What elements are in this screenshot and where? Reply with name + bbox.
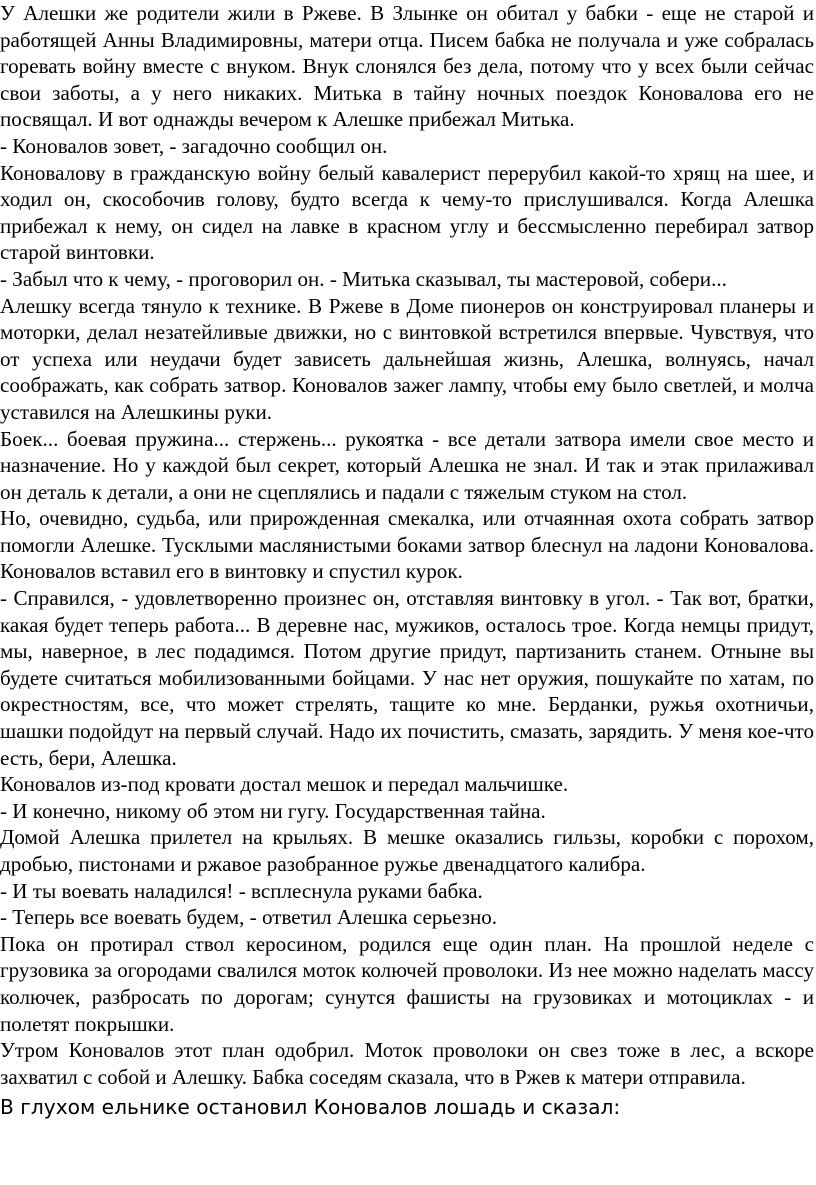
paragraph-2: - Коновалов зовет, - загадочно сообщил он. [0, 133, 388, 158]
paragraph-7: Но, очевидно, судьба, или прирожденная смекалка, или отчаянная охота собрать затвор помогли Алешке. Тусклыми маслянистыми боками затвор блеснул на ладони Коновалова. Коновалов вставил его в винтовку и спустил курок. [0, 506, 814, 584]
paragraph-15: Утром Коновалов этот план одобрил. Моток проволоки он свез тоже в лес, а вскоре захватил с собой и Алешку. Бабка соседям сказала, что в Ржев к матери отправила. [0, 1038, 814, 1089]
paragraph-3: Коновалову в гражданскую войну белый кавалерист перерубил какой-то хрящ на шее, и ходил он, скособочив голову, будто всегда к чему-то прислушивался. Когда Алешка прибежал к нему, он сидел на лавке в красном углу и бессмысленно перебирал затвор старой винтовки. [0, 160, 814, 265]
paragraph-9: Коновалов из-под кровати достал мешок и передал мальчишке. [0, 772, 569, 797]
paragraph-6: Боек... боевая пружина... стержень... рукоятка - все детали затвора имели свое место и назначение. Но у каждой был секрет, который Алешка не знал. И так и этак прилаживал он деталь к детали, а они не сцеплялись и падали с тяжелым стуком на стол. [0, 426, 814, 504]
paragraph-16: В глухом ельнике остановил Коновалов лошадь и сказал: [0, 1095, 621, 1120]
paragraph-12: - И ты воевать наладился! - всплеснула руками бабка. [0, 878, 483, 903]
paragraph-11: Домой Алешка прилетел на крыльях. В мешке оказались гильзы, коробки с порохом, дробью, пистонами и ржавое разобранное ружье двенадцатого калибра. [0, 825, 814, 876]
paragraph-1: У Алешки же родители жили в Ржеве. В Злынке он обитал у бабки - еще не старой и работящей Анны Владимировны, матери отца. Писем бабка не получала и уже собралась горевать войну вместе с внуком. Внук слонялся без дела, потому что у всех были сейчас свои заботы, а у него никаких. Митька в тайну ночных поездок Коновалова его не посвящал. И вот однажды вечером к Алешке прибежал Митька. [0, 1, 814, 132]
paragraph-10: - И конечно, никому об этом ни гугу. Государственная тайна. [0, 798, 546, 823]
paragraph-5: Алешку всегда тянуло к технике. В Ржеве в Доме пионеров он конструировал планеры и моторки, делал незатейливые движки, но с винтовкой встретился впервые. Чувствуя, что от успеха или неудачи будет зависеть дальнейшая жизнь, Алешка, волнуясь, начал соображать, как собрать затвор. Коновалов зажег лампу, чтобы ему было светлей, и молча уставился на Алешкины руки. [0, 293, 814, 424]
paragraph-14: Пока он протирал ствол керосином, родился еще один план. На прошлой неделе с грузовика за огородами свалился моток колючей проволоки. Из нее можно наделать массу колючек, разбросать по дорогам; сунутся фашисты на грузовиках и мотоциклах - и полетят покрышки. [0, 931, 814, 1036]
paragraph-4: - Забыл что к чему, - проговорил он. - Митька сказывал, ты мастеровой, собери... [0, 266, 727, 291]
paragraph-13: - Теперь все воевать будем, - ответил Алешка серьезно. [0, 905, 498, 930]
paragraph-8: - Справился, - удовлетворенно произнес он, отставляя винтовку в угол. - Так вот, братки, какая будет теперь работа... В деревне нас, мужиков, осталось трое. Когда немцы придут, мы, наверное, в лес подадимся. Потом другие придут, партизанить станем. Отныне вы будете считаться мобилизованными бойцами. У нас нет оружия, пошукайте по хатам, по окрестностям, все, что может стрелять, тащите ко мне. Берданки, ружья охотничьи, шашки подойдут на первый случай. Надо их почистить, смазать, зарядить. У меня кое-что есть, бери, Алешка. [0, 586, 814, 770]
